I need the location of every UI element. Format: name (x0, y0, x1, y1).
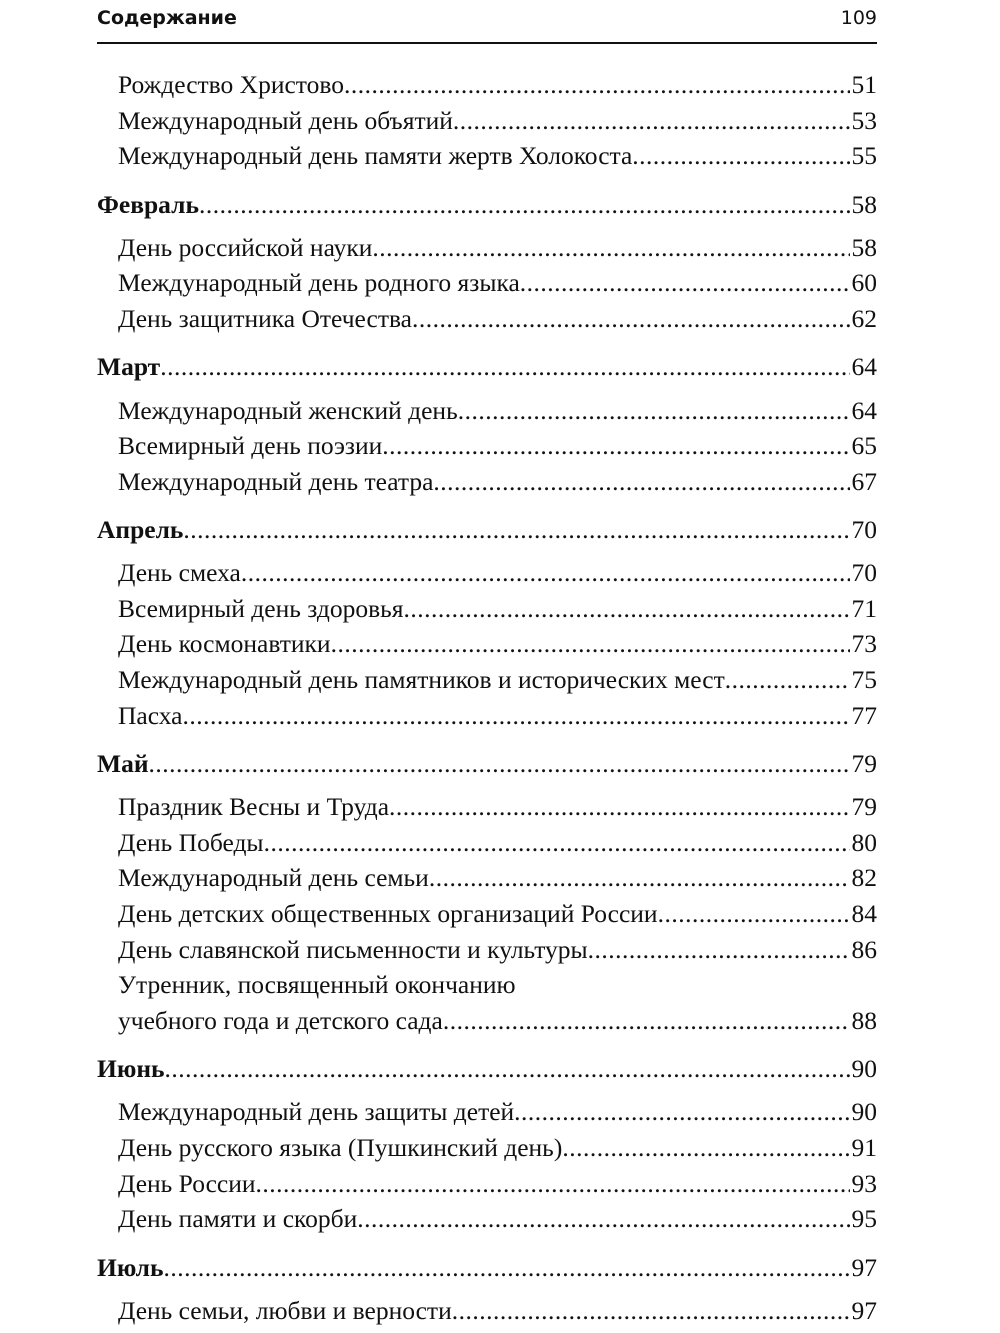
toc-entry-page: 79 (851, 792, 877, 822)
toc-entry[interactable] (97, 138, 877, 174)
toc-entry-page: 97 (851, 1295, 877, 1325)
dot-leader (357, 1201, 849, 1237)
dot-leader (514, 1094, 849, 1130)
toc-entry[interactable] (97, 1130, 877, 1166)
toc-entry[interactable] (97, 698, 877, 734)
dot-leader (264, 825, 850, 861)
dot-leader (453, 103, 850, 139)
toc-entry-page: 70 (851, 558, 877, 588)
toc-entry[interactable] (97, 626, 877, 662)
toc-entry-title: День космонавтики (118, 629, 331, 659)
toc-entry[interactable] (97, 662, 877, 698)
dot-leader (412, 301, 850, 337)
toc-entry-title: День славянской письменности и культуры (118, 934, 588, 964)
toc-section-february[interactable] (97, 187, 877, 223)
toc-entry-title: День российской науки (118, 232, 373, 262)
toc-section-title: Июнь (97, 1054, 165, 1084)
running-header-title: Содержание (97, 7, 237, 29)
toc-entry-title: Международный день родного языка (118, 268, 520, 298)
toc-entry-title: Пасха (118, 700, 183, 730)
dot-leader (632, 138, 849, 174)
dot-leader (163, 1250, 849, 1286)
toc-entry[interactable] (97, 230, 877, 266)
toc-entry-page: 75 (851, 665, 877, 695)
toc-entry[interactable] (97, 789, 877, 825)
toc-entry[interactable] (97, 265, 877, 301)
toc-section-page: 64 (851, 352, 877, 382)
toc-entry-title: Всемирный день здоровья (118, 593, 404, 623)
dot-leader (433, 464, 849, 500)
dot-leader (588, 932, 850, 968)
toc-entry[interactable] (97, 1166, 877, 1202)
toc-entry-page: 77 (851, 700, 877, 730)
toc-entry[interactable] (97, 1293, 877, 1329)
toc-entry-page: 84 (851, 899, 877, 929)
toc-section-title: Апрель (97, 515, 184, 545)
toc-entry-page: 90 (851, 1097, 877, 1127)
toc-entry[interactable] (97, 932, 877, 968)
toc-entry[interactable] (97, 860, 877, 896)
toc-entry-page: 64 (851, 395, 877, 425)
toc-entry-page: 88 (851, 1005, 877, 1035)
toc-entry[interactable] (97, 103, 877, 139)
toc-entry[interactable] (97, 301, 877, 337)
dot-leader (458, 393, 850, 429)
dot-leader (403, 591, 849, 627)
toc-entry-title: День защитника Отечества (118, 303, 412, 333)
toc-entry[interactable] (97, 896, 877, 932)
toc-entry-page: 95 (851, 1204, 877, 1234)
dot-leader (389, 789, 849, 825)
dot-leader (725, 662, 850, 698)
dot-leader (658, 896, 850, 932)
toc-section-may[interactable] (97, 746, 877, 782)
dot-leader (452, 1293, 850, 1329)
toc-entry-title: Международный день памятников и исторических мест (118, 665, 725, 695)
toc-section-july[interactable] (97, 1250, 877, 1286)
toc-entry-page: 67 (851, 466, 877, 496)
toc-entry-page: 86 (851, 934, 877, 964)
toc-entry-page: 51 (851, 70, 877, 99)
toc-entry-title: Международный день семьи (118, 863, 429, 893)
toc-entry-page: 91 (851, 1132, 877, 1162)
toc-entry-page: 73 (851, 629, 877, 659)
toc-entry-line2[interactable] (97, 1003, 877, 1039)
toc-section-title: Март (97, 352, 161, 382)
toc-entry-title: Рождество Христово (118, 70, 344, 99)
toc-entry-page: 53 (851, 105, 877, 135)
dot-leader (199, 187, 850, 223)
dot-leader (562, 1130, 849, 1166)
toc-section-page: 97 (851, 1252, 877, 1282)
dot-leader (165, 1051, 850, 1087)
toc-section-page: 79 (851, 749, 877, 779)
toc-entry-page: 93 (851, 1168, 877, 1198)
dot-leader (331, 626, 850, 662)
toc-entry-title: День семьи, любви и верности (118, 1295, 452, 1325)
dot-leader (256, 1166, 850, 1202)
toc-entry-page: 71 (851, 593, 877, 623)
toc-entry-title: Международный день памяти жертв Холокоста (118, 141, 633, 171)
dot-leader (344, 67, 850, 103)
toc-entry[interactable] (97, 464, 877, 500)
toc-entry-title-line1: Утренник, посвященный окончанию (118, 970, 516, 1000)
dot-leader (520, 265, 850, 301)
toc-section-title: Май (97, 749, 149, 779)
toc-entry-line1[interactable] (97, 967, 877, 1003)
toc-section-title: Февраль (97, 189, 199, 219)
toc-section-title: Июль (97, 1252, 164, 1282)
toc-entry-title: Международный день защиты детей (118, 1097, 515, 1127)
toc-entry[interactable] (97, 67, 877, 103)
toc-entry-title: День памяти и скорби (118, 1204, 358, 1234)
toc-entry-title: День смеха (118, 558, 241, 588)
dot-leader (241, 555, 850, 591)
toc-entry-page: 55 (851, 141, 877, 171)
toc-entry-title: Всемирный день поэзии (118, 431, 383, 461)
toc-entry-title: Международный день театра (118, 466, 434, 496)
dot-leader (160, 349, 849, 385)
toc-section-page: 58 (851, 189, 877, 219)
toc-entry-title: Праздник Весны и Труда (118, 792, 390, 822)
toc-entry-page: 58 (851, 232, 877, 262)
toc-section-june[interactable] (97, 1051, 877, 1087)
toc-entry-page: 80 (851, 827, 877, 857)
toc-entry[interactable] (97, 1201, 877, 1237)
toc-section-april[interactable] (97, 512, 877, 548)
dot-leader (149, 746, 850, 782)
running-header (97, 0, 877, 44)
toc-entry-page: 82 (851, 863, 877, 893)
toc-entry-page: 60 (851, 268, 877, 298)
page-number: 109 (840, 7, 877, 29)
toc-entry-title: День России (118, 1168, 256, 1198)
toc-entry-title: День русского языка (Пушкинский день) (118, 1132, 563, 1162)
toc-section-page: 70 (851, 515, 877, 545)
toc-entry-title: Международный день объятий (118, 105, 453, 135)
dot-leader (429, 860, 850, 896)
toc-entry[interactable] (97, 555, 877, 591)
toc-section-march[interactable] (97, 349, 877, 385)
dot-leader (443, 1003, 850, 1039)
toc-entry-page: 62 (851, 303, 877, 333)
toc-entry-page: 65 (851, 431, 877, 461)
toc-entry[interactable] (97, 591, 877, 627)
toc-entry[interactable] (97, 825, 877, 861)
toc-entry-title: День Победы (118, 827, 264, 857)
table-of-contents (97, 67, 877, 1328)
toc-entry[interactable] (97, 1094, 877, 1130)
dot-leader (372, 230, 849, 266)
book-page (97, 0, 877, 1328)
dot-leader (183, 512, 849, 548)
toc-entry[interactable] (97, 393, 877, 429)
toc-entry-title: Международный женский день (118, 395, 458, 425)
dot-leader (182, 698, 849, 734)
toc-entry-title: День детских общественных организаций России (118, 899, 658, 929)
dot-leader (382, 428, 849, 464)
toc-entry-title-line2: учебного года и детского сада (118, 1005, 443, 1035)
toc-section-page: 90 (851, 1054, 877, 1084)
toc-entry[interactable] (97, 428, 877, 464)
